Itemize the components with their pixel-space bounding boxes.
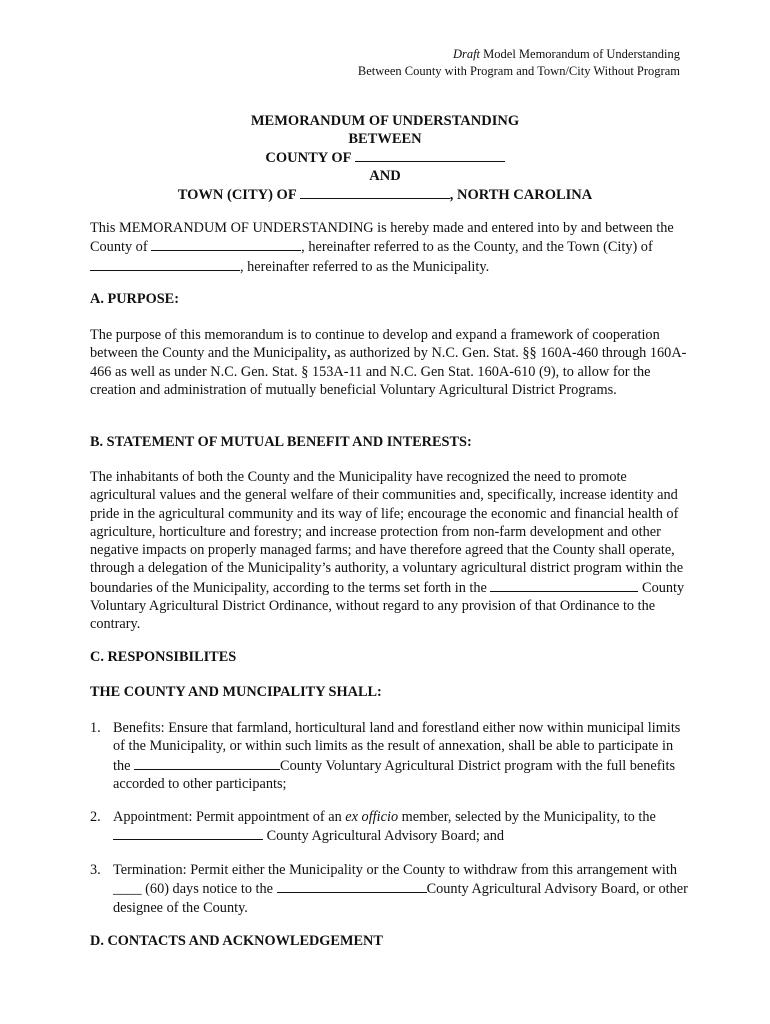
title-line-2: BETWEEN [348,131,422,147]
document-title [90,112,680,204]
section-b-heading: B. STATEMENT OF MUTUAL BENEFIT AND INTERESTS: [90,434,472,450]
title-county-label: COUNTY OF [265,150,355,166]
header-line-1 [358,46,680,63]
header-line-2: Between County with Program and Town/City Without Program [357,64,680,78]
appointment-text-2: member, selected by the Municipality, to the [398,809,656,825]
draft-label: Draft [452,47,481,61]
benefits-text-2: County Voluntary Agricultural District program with the full benefits accorded to other participants; [113,757,676,792]
ordinance-county-blank [490,578,638,592]
title-line-5 [90,185,680,204]
list-item-appointment [90,808,690,846]
title-line-3 [90,148,680,167]
title-town-label: TOWN (CITY) OF [177,187,300,203]
draft-header-note [358,46,680,80]
intro-text-1: This MEMORANDUM OF UNDERSTANDING is hereby made and entered into by and between the County of [90,220,674,256]
county-name-blank [355,148,505,162]
termination-text-2: County Agricultural Advisory Board, or other designee of the County. [113,881,688,916]
title-state-label: , NORTH CAROLINA [449,187,593,203]
list-number: 2. [90,809,101,825]
intro-county-blank [151,237,301,251]
termination-text-1: Termination: Permit either the Municipality or the County to withdraw from this arrangement with ____ (60) days notice to the [113,862,678,898]
section-c-subheading: THE COUNTY AND MUNCIPALITY SHALL: [90,684,382,700]
town-name-blank [300,185,450,199]
section-d-heading: D. CONTACTS AND ACKNOWLEDGEMENT [90,933,383,949]
list-item-termination [90,861,690,917]
section-c-heading: C. RESPONSIBILITES [90,649,237,665]
purpose-text-1: The purpose of this memorandum is to continue to develop and expand a framework of cooperation between the County and the Municipality [90,327,660,362]
intro-paragraph [90,219,690,276]
list-number: 3. [90,862,101,878]
ex-officio-text: ex officio [345,809,399,825]
appointment-text-1: Appointment: Permit appointment of an [113,809,346,825]
intro-text-2: , hereinafter referred to as the County, and the Town (City) of [301,239,653,256]
title-line-4: AND [369,168,401,184]
list-item-benefits [90,719,690,793]
title-line-1: MEMORANDUM OF UNDERSTANDING [250,113,520,129]
list-number: 1. [90,720,101,736]
header-line-1-text: Model Memorandum of Understanding [480,47,680,61]
benefits-text-1: Benefits: Ensure that farmland, horticultural land and forestland either now within municipal limits of the Municipality, or within such limits as the result of annexation, shall be able to participate in the [113,720,681,774]
section-b-paragraph [90,468,690,634]
purpose-text-2: as authorized by N.C. Gen. Stat. §§ 160A-460 through 160A-466 as well as under N.C. Gen. Stat. § 153A-11 and N.C. Gen Stat. 160A-610 (9), to allow for the creation and administration of mutually beneficial Voluntary Agricultural District Programs. [90,345,687,398]
appointment-county-blank [113,826,263,840]
benefit-text-1: The inhabitants of both the County and the Municipality have recognized the need to promote agricultural values and the general welfare of their communities and, specifically, increase identity and pride in the agricultural community and its way of life; encourage the economic and financial health of agriculture, horticulture and forestry; and increase protection from non-farm development and other negative impacts on properly managed farms; and have therefore agreed that the County shall operate, through a delegation of the Municipality’s authority, a voluntary agricultural district program within the boundaries of the Municipality, according to the terms set forth in the [90,469,684,596]
section-a-heading: A. PURPOSE: [90,291,179,307]
intro-text-3: , hereinafter referred to as the Municipality. [240,258,490,275]
intro-town-blank [90,257,240,271]
benefits-county-blank [134,756,280,770]
termination-county-blank [277,879,427,893]
benefit-text-2: County Voluntary Agricultural District Ordinance, without regard to any provision of that Ordinance to the contrary. [90,579,685,633]
appointment-text-3: County Agricultural Advisory Board; and [263,828,505,845]
section-a-paragraph [90,326,690,399]
purpose-comma: , [327,345,331,362]
